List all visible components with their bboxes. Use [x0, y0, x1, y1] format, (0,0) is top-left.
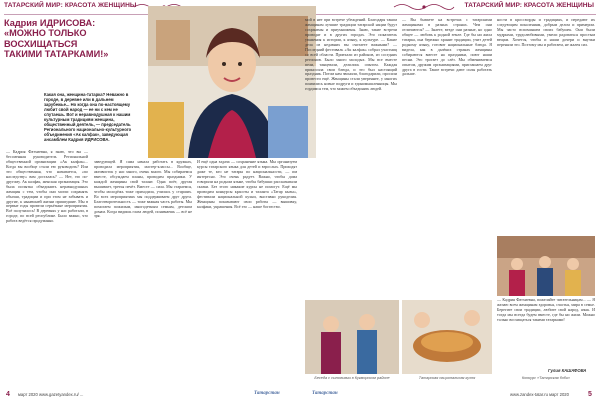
title-line: ТАКИМИ ТАТАРКАМИ!»: [4, 49, 109, 60]
title-line: «МОЖНО ТОЛЬКО: [4, 28, 87, 39]
title-line: ВОСХИЩАТЬСЯ: [4, 38, 78, 49]
footer-right-text: www.zandex-tatar.ru март 2020: [510, 392, 569, 397]
footer-left-text: март 2020 www.gazetyandex.ru/ ...: [18, 392, 84, 397]
title-line: Кадрия ИДРИСОВА:: [4, 18, 96, 28]
page-number-left: 4: [6, 391, 10, 398]
photo-caption: Беседа с сыновьями в Кукморском районе: [314, 376, 390, 380]
magazine-logo: Татарстан: [254, 391, 280, 396]
body-column-4: мой в нее при встрече убеждений. Благодаря таким женщинам лучшие традиции татарской нации будут сохранены и приумножены. Знаю, такие встречи проводят и в других городах. Это показатель уважения к истории, к языку, к культуре. — Какие дела из недавних вы считаете важными? — Последний фестиваль «Ак калфак» собрал участниц со всей области. Приехали из районов, из соседних регионов. Было много молодых. Мы все вместе пели, танцевали, делились опытом. Каждая приносила свои блюда, и это был настоящий праздник. Потом нам звонили, благодарили, просили провести ещё. Женщины стали увереннее, у многих появились новые подруги и единомышленницы. Мы гордимся тем, что можем объединять людей.: [305, 18, 397, 92]
magazine-logo: Татарстан: [312, 391, 338, 396]
photo-women: [305, 300, 399, 374]
article-title: [4, 18, 162, 60]
header-section-left: ТАТАРСКИЙ МИР: КРАСОТА ЖЕНЩИНЫ: [4, 2, 137, 9]
body-column-5: — Вы бываете на встречах с татарскими женщинами в разных странах. Чем они отличаются? — Знаете, везде они разные, но одно общее — любовь к родной земле. Где бы ни жила татарка, она бережно хранит традиции, учит детей родному языку, готовит национальные блюда. Я видела, как в далёких странах женщины собираются вместе на праздники, поют наши песни. Это трогает до слёз. Мы обмениваемся опытом, дружим организациями, приглашаем друг друга в гости. Такие встречи дают силы работать дальше.: [402, 18, 492, 77]
header-section-right: ТАТАРСКИЙ МИР: КРАСОТА ЖЕНЩИНЫ: [464, 2, 594, 9]
photo-caption: Конкурс «Татарская бэби»: [521, 376, 571, 380]
photo-food: [402, 300, 492, 374]
body-column-3: И ещё одна задача — сохранение языка. Мы организуем курсы татарского языка для детей и взрослых. Приходят даже те, кто не татары по национальности, — им интересно. Это очень радует. Важно, чтобы дома говорили на родном языке, чтобы бабушки рассказывали сказки. Без этого никакие курсы не помогут. Ещё мы проводим конкурсы красоты и таланта «Татар кызы», фестивали национальной кухни, выставки рукоделия. Женщины показывают свои работы — вышивку, калфаки, украшения. Всё это — наше богатство.: [197, 160, 297, 209]
photo-caption: Татарская национальная кухня: [418, 376, 476, 380]
body-column-6: ности в кроссворды и традициях, и передают их следующим поколениям, добрым делом и примером. Мы часто вспоминаем своих бабушек. Они были мудрыми, трудолюбивыми, умели радоваться простым вещам. Хочется, чтобы и наши дочери и внучки переняли это. Поэтому мы и работаем, не жалея сил.: [497, 18, 595, 47]
photo-group-dance: [497, 236, 595, 296]
header-rule-right: [306, 14, 596, 15]
article-lead: Какая она, женщина-татарка? Неважно в городе, в деревне или в дальнем зарубежье... Но когда она по-настоящему любит свой народ — ее ни с кем не спутаешь. Вот и неравнодушная к нашим культурным традициям женщина, общественный деятель, — председатель Регионального национально-культурного объединения «Ак калфак», заведующая ансамблем Кадрия ИДРИСОВА.: [44, 92, 132, 143]
author-signature: Гулия КАШАФОВА: [548, 368, 587, 373]
body-column-6b: — Кадрия Фатхиевна, пожелайте читательницам... — Я желаю всем женщинам здоровья, счастья, мира в семье. Берегите свои традиции, любите свой народ, язык. И тогда мы всегда будем вместе, где бы ни жили. Можно только восхищаться такими татарками!: [497, 298, 595, 322]
portrait-photo: [148, 6, 316, 158]
ornament-icon: [392, 2, 456, 12]
page-number-right: 5: [588, 391, 592, 398]
body-column-2: заведующей. Я сама начала работать в кружках, проводила мероприятия, мастер-классы... Вообще, активисток у нас много, очень много. Мы собираемся вместе, обсуждаем планы, проводим праздники. У каждой женщины свой талант. Одна поёт, другая вышивает, третья печёт. Вместе — сила. Мы стараемся, чтобы молодёжь тоже приходила, училась у старших. Во всех мероприятиях мы поддерживаем друг друга. Благотворительность — тоже важная часть работы. Мы помогаем пожилым, многодетным семьям, детским домам. Когда видишь глаза людей, понимаешь — всё не зря.: [94, 160, 192, 219]
body-column-1: — Кадрия Фатхиевна, я знаю, что вы — бессменная руководитель Региональной общественной организации «Ак калфак»... Когда вы вообще стали ею руководить? Или это общественная, что называется, «по наследству» вам досталась? — Нет, это по-другому. Ак калфак, женская организация. Это была попытка объединить неравнодушных женщин с тем, чтобы они могли сохранять обычаи, традиции и при этом не забывать и другие, к нынешней жизни пришедшие. Мы в первые годы провели серьёзные мероприятия. Всё получилось! В деревнях у нас работали, в городе, по всей республике. Было важно, что работа ведётся продуманно.: [6, 150, 88, 224]
